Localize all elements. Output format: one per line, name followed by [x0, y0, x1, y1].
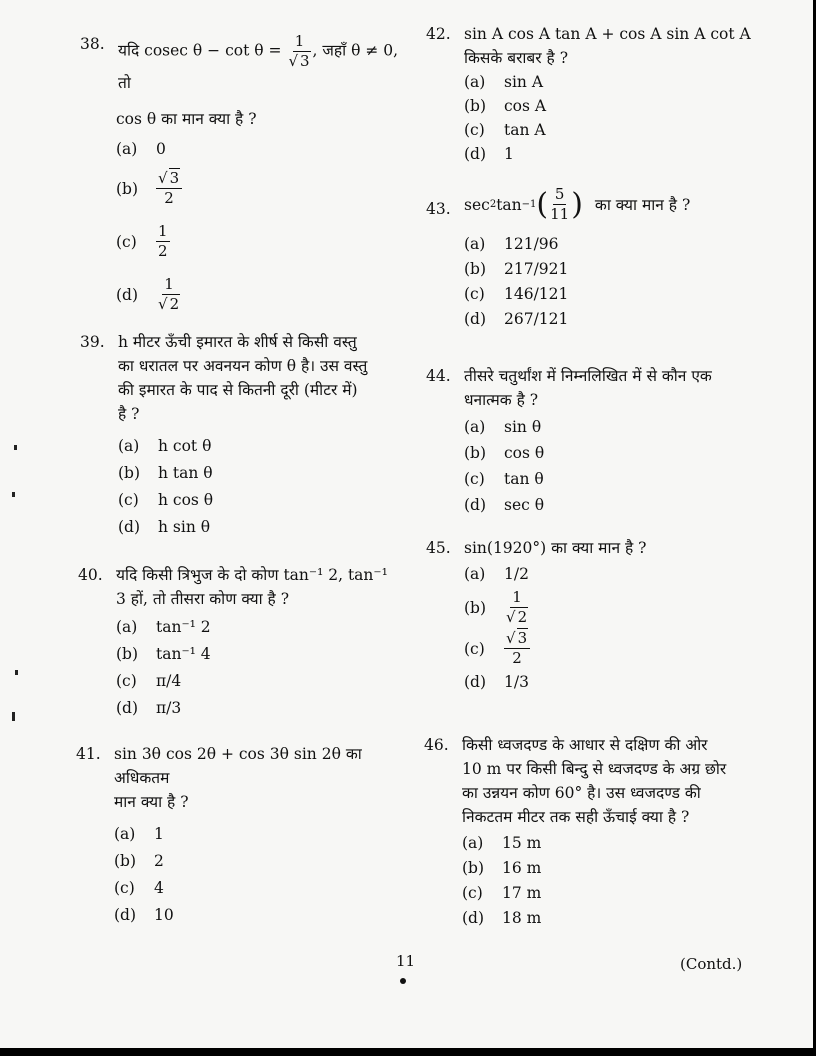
scan-speck — [15, 670, 18, 675]
option-b[interactable]: (b) 16 m — [462, 859, 542, 877]
question-41 — [76, 742, 406, 927]
option-b[interactable]: (b) h tan θ — [118, 464, 213, 482]
question-45 — [426, 536, 766, 694]
question-number: 46. — [424, 736, 449, 754]
scan-speck — [14, 445, 17, 450]
question-stem-line: का उन्नयन कोण 60° है। उस ध्वजदण्ड की — [462, 784, 701, 802]
option-b[interactable]: (b) cos A — [464, 97, 547, 115]
question-stem-line: यदि किसी त्रिभुज के दो कोण tan⁻¹ 2, tan⁻¹ — [116, 566, 388, 584]
scan-speck — [12, 712, 15, 721]
fraction: $\frac{5}{11}$ — [550, 185, 570, 223]
question-stem-line: की इमारत के पाद से कितनी दूरी (मीटर में) — [118, 381, 358, 399]
question-number: 39. — [80, 333, 105, 351]
question-38 — [80, 32, 410, 314]
option-c[interactable]: (c) π/4 — [116, 672, 182, 690]
question-39 — [80, 330, 400, 539]
page-number: 11 — [396, 952, 416, 970]
fraction: $\frac{√ 3}{2}$ — [504, 629, 530, 668]
option-c[interactable]: (c) tan A — [464, 121, 546, 139]
option-a[interactable]: (a) 121/96 — [464, 235, 559, 253]
question-number: 42. — [426, 25, 451, 43]
option-b[interactable]: (b) 2 — [114, 852, 164, 870]
option-d[interactable]: (d) sec θ — [464, 496, 545, 514]
option-a[interactable]: (a) sin θ — [464, 418, 542, 436]
question-stem-line: किसके बराबर है ? — [464, 49, 569, 67]
page-dot — [400, 978, 406, 984]
question-number: 40. — [78, 566, 103, 584]
option-b[interactable]: (b) $\frac{1}{√ 2}$ — [464, 588, 766, 627]
question-stem-line: sin A cos A tan A + cos A sin A cot A — [464, 25, 751, 43]
option-c[interactable]: (c) h cos θ — [118, 491, 214, 509]
fraction: $\frac{1}{2}$ — [158, 222, 168, 260]
question-number: 45. — [426, 539, 451, 557]
option-d[interactable]: (d) h sin θ — [118, 518, 211, 536]
option-c[interactable]: (c) $\frac{1}{2}$ — [116, 222, 168, 260]
question-stem-line: 3 हों, तो तीसरा कोण क्या है ? — [116, 590, 290, 608]
question-stem-line: sin 3θ cos 2θ + cos 3θ sin 2θ का अधिकतम — [114, 745, 362, 787]
option-d[interactable]: (d) 267/121 — [464, 310, 569, 328]
fraction: $\frac{1}{√ 2}$ — [158, 275, 180, 313]
question-stem-line: तीसरे चतुर्थांश में निम्नलिखित में से कौन एक — [464, 367, 712, 385]
option-c[interactable]: (c) $\frac{√ 3}{2}$ — [464, 629, 766, 668]
question-43 — [426, 185, 766, 332]
question-number: 38. — [80, 35, 105, 53]
option-a[interactable]: (a) 0 — [116, 140, 166, 158]
question-44 — [426, 364, 766, 518]
option-b[interactable]: (b) cos θ — [464, 444, 545, 462]
option-c[interactable]: (c) tan θ — [464, 470, 544, 488]
option-b[interactable]: (b) $\frac{√ 3}{2}$ — [116, 169, 410, 208]
option-d[interactable]: (d) 18 m — [462, 909, 542, 927]
option-b[interactable]: (b) tan⁻¹ 4 — [116, 645, 211, 663]
scan-speck — [12, 492, 15, 497]
fraction: $\frac{√ 3}{2}$ — [156, 169, 182, 208]
option-d[interactable]: (d) $\frac{1}{√ 2}$ — [116, 275, 410, 314]
fraction: $\frac{1}{√ 2}$ — [506, 588, 528, 626]
option-b[interactable]: (b) 217/921 — [464, 260, 569, 278]
question-stem-line: मान क्या है ? — [114, 793, 189, 811]
option-a[interactable]: (a) 15 m — [462, 834, 542, 852]
question-stem-line: cos θ का मान क्या है ? — [116, 110, 257, 128]
option-d[interactable]: (d) 1/3 — [464, 673, 529, 691]
question-42 — [426, 22, 766, 166]
question-stem: sec 2 tan −1 ( $\frac{5}{11}$ ) का क्या मान है ? — [464, 185, 691, 223]
fraction: $\frac{1}{√ 3}$ — [288, 32, 310, 70]
option-c[interactable]: (c) 146/121 — [464, 285, 569, 303]
continued-label: (Contd.) — [680, 955, 743, 973]
question-stem-line: है ? — [118, 405, 140, 423]
question-number: 41. — [76, 745, 101, 763]
option-a[interactable]: (a) 1 — [114, 825, 164, 843]
option-a[interactable]: (a) 1/2 — [464, 565, 529, 583]
question-stem-line: h मीटर ऊँची इमारत के शीर्ष से किसी वस्तु — [118, 333, 357, 351]
option-a[interactable]: (a) sin A — [464, 73, 544, 91]
question-stem-line: sin(1920°) का क्या मान है ? — [464, 539, 647, 557]
option-a[interactable]: (a) tan⁻¹ 2 — [116, 618, 211, 636]
option-c[interactable]: (c) 4 — [114, 879, 164, 897]
option-d[interactable]: (d) 10 — [114, 906, 174, 924]
question-stem-line: किसी ध्वजदण्ड के आधार से दक्षिण की ओर — [462, 736, 708, 754]
question-stem: यदि cosec θ − cot θ = $\frac{1}{√ 3}$ , जहाँ θ ≠ 0, तो — [118, 32, 399, 92]
question-stem-line: 10 m पर किसी बिन्दु से ध्वजदण्ड के अग्र छोर — [462, 760, 727, 778]
question-stem-line: निकटतम मीटर तक सही ऊँचाई क्या है ? — [462, 808, 690, 826]
option-c[interactable]: (c) 17 m — [462, 884, 542, 902]
question-40 — [78, 563, 398, 720]
question-stem-line: धनात्मक है ? — [464, 391, 539, 409]
option-d[interactable]: (d) 1 — [464, 145, 514, 163]
question-46 — [424, 733, 769, 931]
question-number: 43. — [426, 200, 451, 218]
question-number: 44. — [426, 367, 451, 385]
question-stem-line: का धरातल पर अवनयन कोण θ है। उस वस्तु — [118, 357, 368, 375]
option-a[interactable]: (a) h cot θ — [118, 437, 212, 455]
option-d[interactable]: (d) π/3 — [116, 699, 182, 717]
